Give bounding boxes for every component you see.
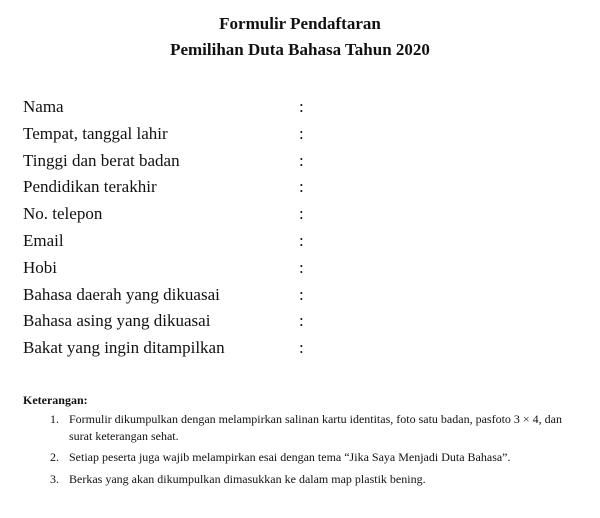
- field-bahasa-asing: [23, 308, 383, 335]
- notes-heading: Keterangan:: [23, 393, 88, 407]
- form-subtitle: Pemilihan Duta Bahasa Tahun 2020: [170, 40, 430, 59]
- note-item: [50, 471, 562, 488]
- field-bakat: [23, 335, 383, 362]
- field-tinggi-berat-badan: [23, 148, 383, 175]
- field-pendidikan-terakhir: [23, 174, 383, 201]
- field-colon: :: [299, 150, 304, 170]
- note-text: Berkas yang akan dikumpulkan dimasukkan ke dalam map plastik bening.: [69, 471, 426, 486]
- field-label: Hobi: [23, 257, 57, 277]
- field-nama: [23, 94, 383, 121]
- field-label: No. telepon: [23, 204, 103, 224]
- field-bahasa-daerah: [23, 282, 383, 309]
- field-colon: :: [299, 204, 304, 224]
- field-email: [23, 228, 383, 255]
- field-colon: :: [299, 311, 304, 331]
- note-number: 2.: [50, 450, 59, 464]
- note-number: 3.: [50, 471, 59, 486]
- form-title: Formulir Pendaftaran: [219, 14, 381, 33]
- note-number: 1.: [50, 412, 59, 426]
- field-colon: :: [299, 230, 304, 250]
- field-colon: :: [299, 97, 304, 116]
- field-colon: :: [299, 123, 304, 143]
- note-text: Formulir dikumpulkan dengan melampirkan salinan kartu identitas, foto satu badan, pasfoto 3 × 4, dan surat keterangan sehat.: [69, 412, 562, 443]
- field-label: Bakat yang ingin ditampilkan: [23, 338, 225, 358]
- field-colon: :: [299, 257, 304, 277]
- field-label: Bahasa asing yang dikuasai: [23, 311, 211, 331]
- field-colon: :: [299, 338, 304, 358]
- note-item: [50, 449, 562, 466]
- field-colon: :: [299, 177, 304, 197]
- field-label: Pendidikan terakhir: [23, 177, 157, 197]
- form-fields: [23, 94, 383, 362]
- field-tempat-tanggal-lahir: [23, 121, 383, 148]
- field-colon: :: [299, 284, 304, 304]
- field-no-telepon: [23, 201, 383, 228]
- field-label: Tempat, tanggal lahir: [23, 123, 168, 143]
- note-item: [50, 411, 562, 444]
- field-label: Email: [23, 230, 64, 250]
- field-label: Nama: [23, 97, 64, 116]
- notes-list: [50, 411, 562, 492]
- field-hobi: [23, 255, 383, 282]
- field-label: Bahasa daerah yang dikuasai: [23, 284, 220, 304]
- field-label: Tinggi dan berat badan: [23, 150, 180, 170]
- note-text: Setiap peserta juga wajib melampirkan esai dengan tema “Jika Saya Menjadi Duta Bahasa”.: [69, 450, 511, 464]
